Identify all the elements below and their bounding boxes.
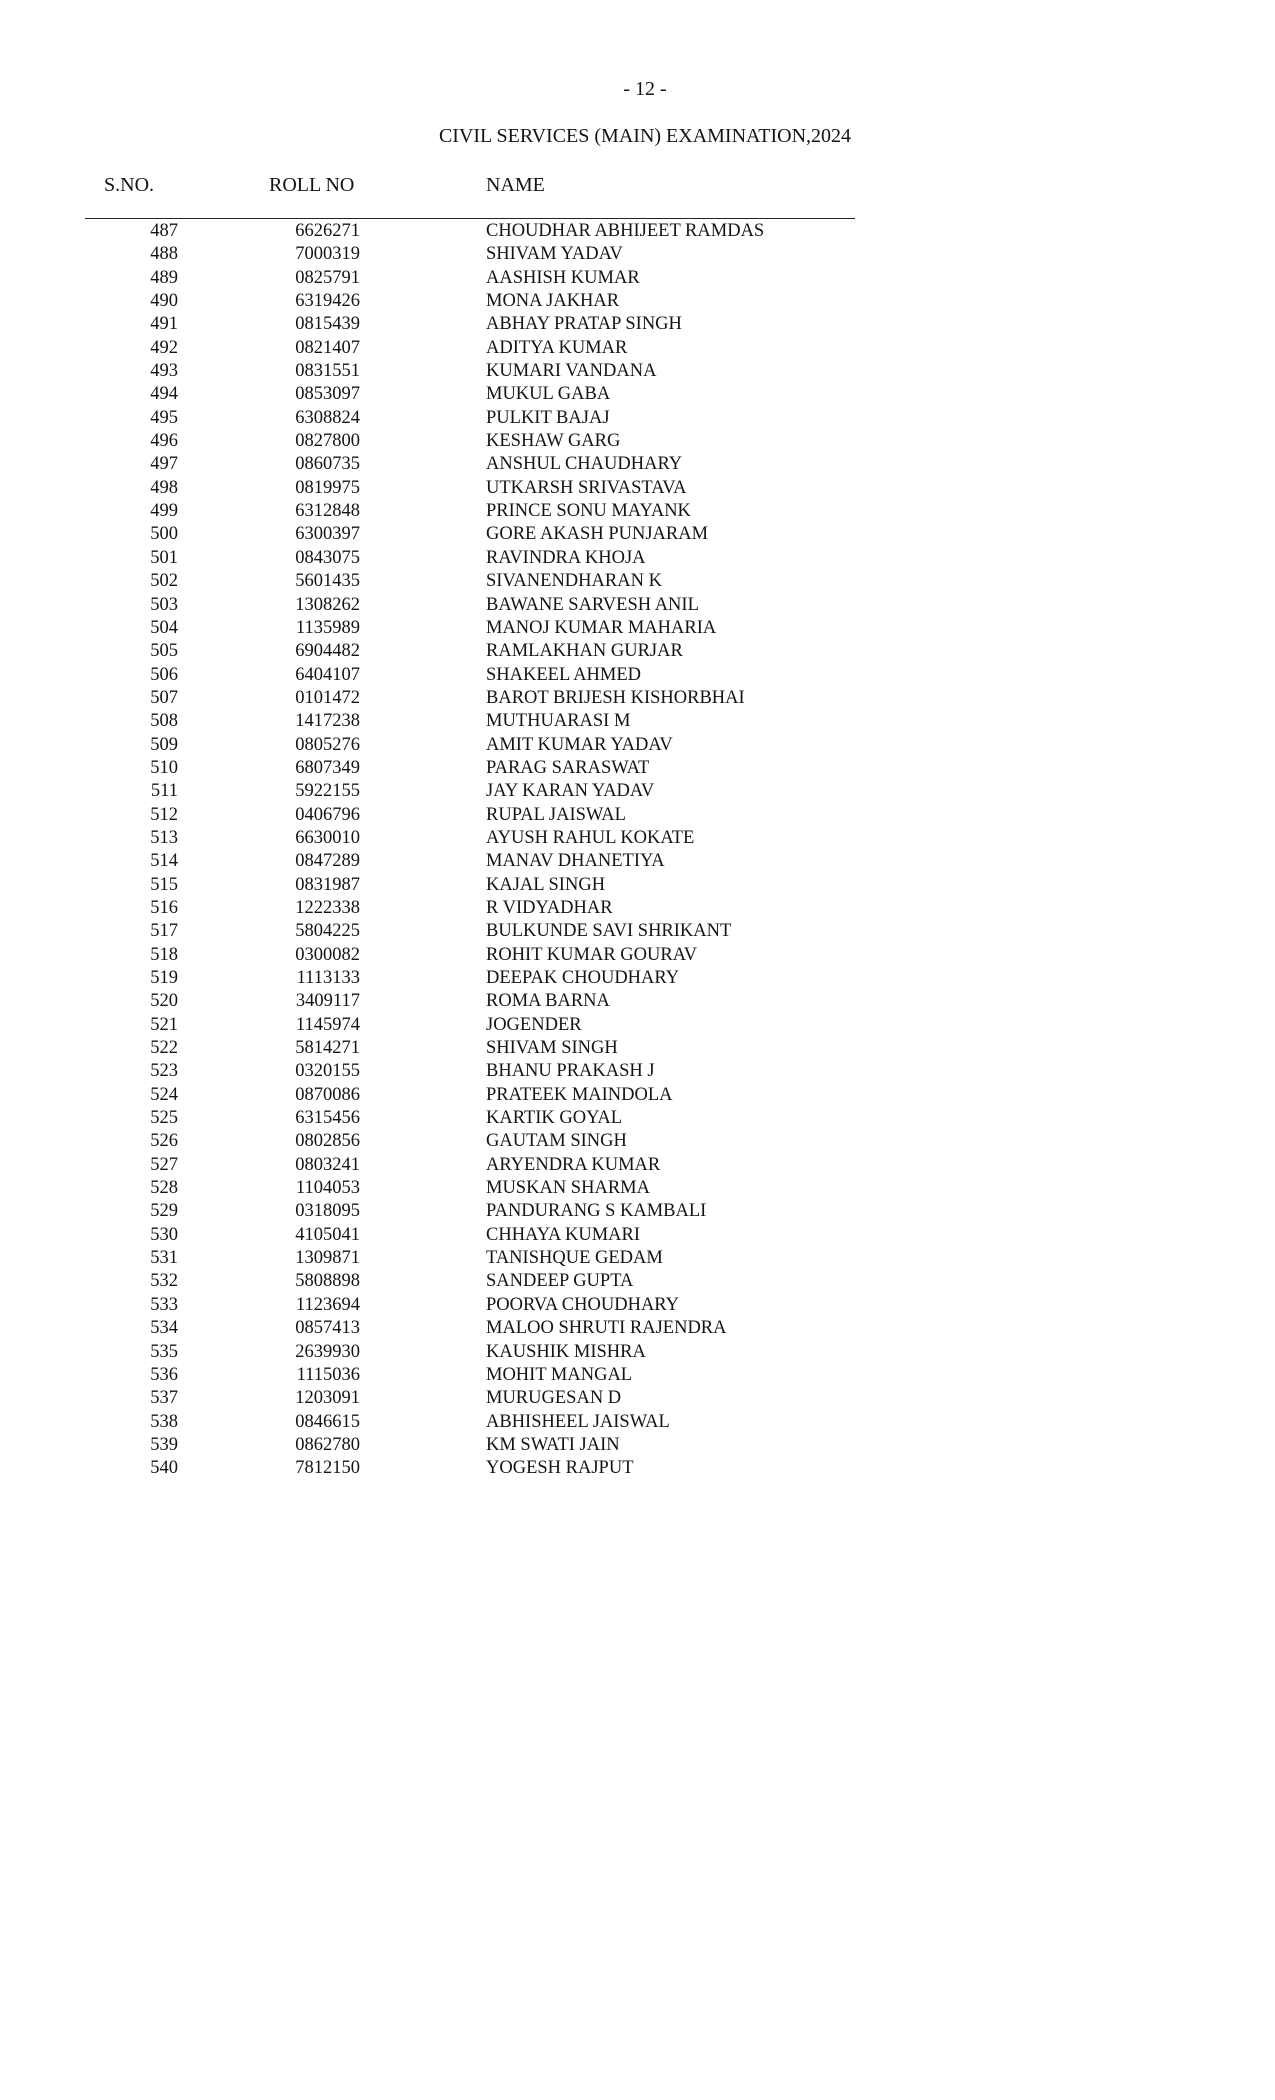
row-name: AASHISH KUMAR — [486, 267, 640, 288]
row-sno: 495 — [150, 407, 178, 428]
table-row — [0, 1317, 1275, 1340]
table-row — [0, 500, 1275, 523]
row-roll-no: 6904482 — [295, 641, 360, 662]
header-divider — [85, 218, 855, 219]
row-roll-no: 0300082 — [295, 944, 360, 965]
row-roll-no: 1309871 — [295, 1248, 360, 1269]
row-name: DEEPAK CHOUDHARY — [486, 968, 680, 988]
table-row — [0, 734, 1275, 757]
table-row — [0, 967, 1275, 990]
table-row — [0, 804, 1275, 827]
row-roll-no: 7000319 — [295, 244, 360, 265]
column-header-sno: S.NO. — [104, 174, 155, 196]
row-name: ROHIT KUMAR GOURAV — [486, 944, 698, 965]
table-row — [0, 477, 1275, 500]
row-sno: 530 — [150, 1224, 178, 1245]
row-name: RAMLAKHAN GURJAR — [486, 641, 683, 662]
row-sno: 511 — [150, 781, 178, 802]
row-sno: 540 — [150, 1458, 178, 1479]
row-sno: 507 — [150, 687, 178, 708]
row-roll-no: 6630010 — [295, 827, 360, 848]
row-sno: 491 — [150, 314, 178, 335]
row-roll-no: 0406796 — [295, 804, 360, 825]
row-sno: 508 — [150, 711, 178, 732]
row-name: ARYENDRA KUMAR — [486, 1154, 661, 1175]
table-row — [0, 757, 1275, 780]
row-name: TANISHQUE GEDAM — [486, 1248, 663, 1269]
table-row — [0, 1107, 1275, 1130]
row-name: ADITYA KUMAR — [486, 337, 628, 358]
row-name: KAUSHIK MISHRA — [486, 1341, 646, 1362]
row-sno: 489 — [150, 267, 178, 288]
table-row — [0, 1154, 1275, 1177]
row-roll-no: 0847289 — [295, 851, 360, 872]
row-sno: 531 — [150, 1248, 178, 1269]
row-name: ROMA BARNA — [486, 991, 610, 1012]
row-name: JAY KARAN YADAV — [486, 781, 655, 802]
table-row — [0, 1270, 1275, 1293]
row-name: SANDEEP GUPTA — [486, 1271, 634, 1292]
table-row — [0, 383, 1275, 406]
row-roll-no: 0819975 — [295, 477, 360, 498]
table-row — [0, 640, 1275, 663]
row-roll-no: 6300397 — [295, 524, 360, 545]
row-name: RUPAL JAISWAL — [486, 804, 626, 825]
row-roll-no: 1104053 — [295, 1178, 360, 1199]
row-roll-no: 0318095 — [295, 1201, 360, 1222]
row-sno: 537 — [150, 1388, 178, 1409]
row-sno: 490 — [150, 291, 178, 312]
row-sno: 518 — [150, 944, 178, 965]
table-row — [0, 430, 1275, 453]
table-row — [0, 1387, 1275, 1410]
table-row — [0, 780, 1275, 803]
row-roll-no: 0860735 — [295, 454, 360, 475]
row-sno: 523 — [150, 1061, 178, 1082]
row-sno: 500 — [150, 524, 178, 545]
row-roll-no: 0101472 — [295, 687, 360, 708]
row-sno: 528 — [150, 1178, 178, 1199]
row-roll-no: 0853097 — [295, 384, 360, 405]
row-roll-no: 0815439 — [295, 314, 360, 335]
table-row — [0, 313, 1275, 336]
table-row — [0, 453, 1275, 476]
table-row — [0, 547, 1275, 570]
row-name: BULKUNDE SAVI SHRIKANT — [486, 921, 732, 942]
table-row — [0, 267, 1275, 290]
row-name: BAWANE SARVESH ANIL — [486, 594, 699, 615]
row-sno: 517 — [150, 921, 178, 942]
row-name: PRATEEK MAINDOLA — [486, 1084, 673, 1105]
row-sno: 501 — [150, 547, 178, 568]
table-row — [0, 990, 1275, 1013]
row-roll-no: 0862780 — [295, 1434, 360, 1455]
row-sno: 496 — [150, 431, 178, 452]
row-name: PANDURANG S KAMBALI — [486, 1201, 707, 1222]
row-roll-no: 5808898 — [295, 1271, 360, 1292]
row-roll-no: 0805276 — [295, 734, 360, 755]
table-row — [0, 1341, 1275, 1364]
table-row — [0, 337, 1275, 360]
table-row — [0, 220, 1275, 243]
table-row — [0, 594, 1275, 617]
table-row — [0, 360, 1275, 383]
table-row — [0, 1224, 1275, 1247]
row-sno: 514 — [150, 851, 178, 872]
row-roll-no: 6312848 — [295, 501, 360, 522]
row-roll-no: 0843075 — [295, 547, 360, 568]
row-name: ANSHUL CHAUDHARY — [486, 454, 683, 475]
row-sno: 536 — [150, 1364, 178, 1385]
row-name: MANAV DHANETIYA — [486, 851, 665, 872]
row-name: JOGENDER — [486, 1014, 582, 1035]
row-sno: 520 — [150, 991, 178, 1012]
row-sno: 538 — [150, 1411, 178, 1432]
row-name: KARTIK GOYAL — [486, 1108, 623, 1129]
row-sno: 497 — [150, 454, 178, 475]
row-sno: 516 — [150, 897, 178, 918]
row-sno: 532 — [150, 1271, 178, 1292]
row-roll-no: 0821407 — [295, 337, 360, 358]
row-sno: 535 — [150, 1341, 178, 1362]
table-row — [0, 920, 1275, 943]
row-name: ABHAY PRATAP SINGH — [486, 314, 682, 335]
row-sno: 498 — [150, 477, 178, 498]
table-row — [0, 897, 1275, 920]
row-sno: 539 — [150, 1434, 178, 1455]
row-sno: 487 — [150, 221, 178, 241]
page-number: - 12 - — [623, 78, 667, 100]
column-header-name: NAME — [486, 174, 545, 196]
table-row — [0, 1060, 1275, 1083]
row-name: MURUGESAN D — [486, 1388, 622, 1409]
table-row — [0, 710, 1275, 733]
row-roll-no: 1113133 — [296, 968, 360, 988]
table-row — [0, 290, 1275, 313]
row-roll-no: 0802856 — [295, 1131, 360, 1152]
table-row — [0, 617, 1275, 640]
table-row — [0, 243, 1275, 266]
row-roll-no: 5601435 — [295, 571, 360, 592]
table-row — [0, 1130, 1275, 1153]
row-name: KAJAL SINGH — [486, 874, 606, 895]
row-sno: 513 — [150, 827, 178, 848]
row-roll-no: 0320155 — [295, 1061, 360, 1082]
row-sno: 515 — [150, 874, 178, 895]
row-name: KM SWATI JAIN — [486, 1434, 620, 1455]
row-roll-no: 6626271 — [295, 221, 360, 241]
table-row — [0, 1200, 1275, 1223]
row-roll-no: 6807349 — [295, 757, 360, 778]
row-name: RAVINDRA KHOJA — [486, 547, 646, 568]
row-roll-no: 3409117 — [295, 991, 360, 1012]
row-roll-no: 1417238 — [295, 711, 360, 732]
table-row — [0, 523, 1275, 546]
row-roll-no: 6404107 — [295, 664, 360, 685]
row-name: PARAG SARASWAT — [486, 757, 650, 778]
row-name: YOGESH RAJPUT — [486, 1458, 634, 1479]
row-name: SHIVAM SINGH — [486, 1038, 618, 1059]
row-name: PRINCE SONU MAYANK — [486, 501, 691, 522]
table-row — [0, 1457, 1275, 1480]
row-sno: 534 — [150, 1318, 178, 1339]
table-row — [0, 1084, 1275, 1107]
row-roll-no: 0803241 — [295, 1154, 360, 1175]
row-sno: 522 — [150, 1038, 178, 1059]
row-name: MOHIT MANGAL — [486, 1364, 633, 1385]
row-sno: 529 — [150, 1201, 178, 1222]
row-name: MANOJ KUMAR MAHARIA — [486, 617, 717, 638]
table-row — [0, 944, 1275, 967]
table-row — [0, 1014, 1275, 1037]
table-row — [0, 827, 1275, 850]
row-sno: 524 — [150, 1084, 178, 1105]
row-name: SHAKEEL AHMED — [486, 664, 642, 685]
row-roll-no: 5814271 — [295, 1038, 360, 1059]
row-name: SIVANENDHARAN K — [486, 571, 662, 592]
row-sno: 492 — [150, 337, 178, 358]
row-roll-no: 5804225 — [295, 921, 360, 942]
row-sno: 505 — [150, 641, 178, 662]
row-sno: 533 — [150, 1294, 178, 1315]
row-sno: 527 — [150, 1154, 178, 1175]
row-name: MALOO SHRUTI RAJENDRA — [486, 1318, 727, 1339]
row-name: CHOUDHAR ABHIJEET RAMDAS — [486, 221, 765, 241]
row-name: GORE AKASH PUNJARAM — [486, 524, 709, 545]
row-roll-no: 5922155 — [295, 781, 360, 802]
table-row — [0, 1037, 1275, 1060]
row-sno: 502 — [150, 571, 178, 592]
row-name: PULKIT BAJAJ — [486, 407, 610, 428]
row-name: MUTHUARASI M — [486, 711, 631, 732]
table-row — [0, 1364, 1275, 1387]
row-name: GAUTAM SINGH — [486, 1131, 627, 1152]
column-header-roll-no: ROLL NO — [269, 174, 355, 196]
row-name: MUSKAN SHARMA — [486, 1178, 650, 1199]
table-row — [0, 1434, 1275, 1457]
row-roll-no: 0827800 — [295, 431, 360, 452]
row-roll-no: 1203091 — [295, 1388, 360, 1409]
table-row — [0, 407, 1275, 430]
document-title: CIVIL SERVICES (MAIN) EXAMINATION,2024 — [438, 125, 852, 147]
row-roll-no: 2639930 — [295, 1341, 360, 1362]
row-name: CHHAYA KUMARI — [486, 1224, 641, 1245]
row-sno: 494 — [150, 384, 178, 405]
row-roll-no: 7812150 — [295, 1458, 360, 1479]
table-row — [0, 1411, 1275, 1434]
results-table-body — [0, 220, 1275, 1481]
row-roll-no: 6308824 — [295, 407, 360, 428]
row-roll-no: 0846615 — [295, 1411, 360, 1432]
row-roll-no: 6315456 — [295, 1108, 360, 1129]
table-row — [0, 850, 1275, 873]
row-name: BHANU PRAKASH J — [486, 1061, 655, 1082]
row-sno: 499 — [150, 501, 178, 522]
row-roll-no: 0831987 — [295, 874, 360, 895]
row-sno: 525 — [150, 1108, 178, 1129]
row-roll-no: 1145974 — [295, 1014, 360, 1035]
row-sno: 493 — [150, 361, 178, 382]
row-name: BAROT BRIJESH KISHORBHAI — [486, 687, 745, 708]
table-row — [0, 687, 1275, 710]
row-roll-no: 1135989 — [295, 617, 360, 638]
row-name: SHIVAM YADAV — [486, 244, 623, 265]
row-roll-no: 6319426 — [295, 291, 360, 312]
table-row — [0, 570, 1275, 593]
row-sno: 506 — [150, 664, 178, 685]
row-sno: 521 — [150, 1014, 178, 1035]
row-name: KUMARI VANDANA — [486, 361, 657, 382]
row-roll-no: 1123694 — [295, 1294, 360, 1315]
row-roll-no: 0870086 — [295, 1084, 360, 1105]
row-name: MONA JAKHAR — [486, 291, 620, 312]
row-name: UTKARSH SRIVASTAVA — [486, 477, 687, 498]
row-name: R VIDYADHAR — [486, 897, 613, 918]
row-name: AYUSH RAHUL KOKATE — [486, 827, 695, 848]
row-roll-no: 1222338 — [295, 897, 360, 918]
row-name: ABHISHEEL JAISWAL — [486, 1411, 670, 1432]
row-sno: 503 — [150, 594, 178, 615]
row-name: POORVA CHOUDHARY — [486, 1294, 679, 1315]
row-roll-no: 0825791 — [295, 267, 360, 288]
row-sno: 526 — [150, 1131, 178, 1152]
row-roll-no: 1115036 — [296, 1364, 360, 1385]
row-sno: 509 — [150, 734, 178, 755]
table-row — [0, 874, 1275, 897]
row-sno: 512 — [150, 804, 178, 825]
table-row — [0, 1294, 1275, 1317]
table-row — [0, 1177, 1275, 1200]
row-roll-no: 4105041 — [295, 1224, 360, 1245]
row-sno: 519 — [150, 968, 178, 988]
row-name: AMIT KUMAR YADAV — [486, 734, 673, 755]
row-name: MUKUL GABA — [486, 384, 611, 405]
row-roll-no: 0831551 — [295, 361, 360, 382]
row-sno: 504 — [150, 617, 178, 638]
table-row — [0, 1247, 1275, 1270]
table-row — [0, 664, 1275, 687]
row-sno: 510 — [150, 757, 178, 778]
row-roll-no: 1308262 — [295, 594, 360, 615]
row-roll-no: 0857413 — [295, 1318, 360, 1339]
row-name: KESHAW GARG — [486, 431, 621, 452]
row-sno: 488 — [150, 244, 178, 265]
